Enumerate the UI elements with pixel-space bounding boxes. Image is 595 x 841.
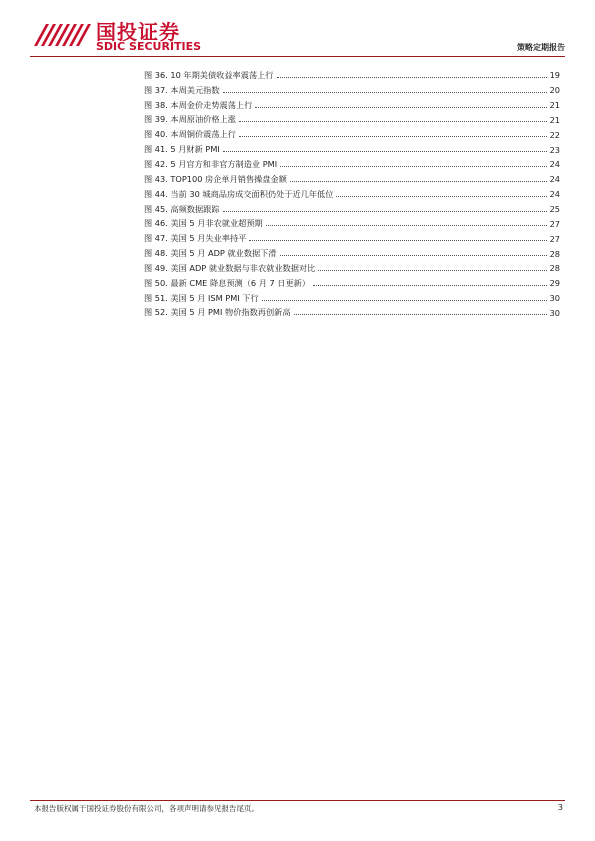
page-header bbox=[0, 0, 595, 60]
toc-dot-leader bbox=[313, 285, 547, 286]
toc-entry-label: 图 52. 美国 5 月 PMI 物价指数再创新高 bbox=[144, 307, 291, 318]
toc-entry-label: 图 46. 美国 5 月非农就业超预期 bbox=[144, 218, 263, 229]
toc-entry-page: 22 bbox=[549, 129, 560, 140]
footer-disclaimer: 本报告版权属于国投证券股份有限公司，各项声明请参见报告尾页。 bbox=[34, 804, 259, 813]
toc-entry-label: 图 45. 高频数据跟踪 bbox=[144, 203, 220, 214]
toc-entry[interactable] bbox=[144, 127, 560, 142]
toc-entry-page: 27 bbox=[549, 233, 560, 244]
toc-entry-page: 25 bbox=[549, 204, 560, 215]
page-number: 3 bbox=[557, 803, 563, 812]
toc-entry-label: 图 40. 本周铜价震荡上行 bbox=[144, 129, 236, 140]
toc-dot-leader bbox=[280, 255, 547, 256]
toc-entry-page: 21 bbox=[549, 114, 560, 125]
toc-entry-label: 图 36. 10 年期美债收益率震荡上行 bbox=[144, 69, 274, 80]
toc-entry[interactable] bbox=[144, 68, 560, 83]
toc-dot-leader bbox=[318, 270, 546, 271]
toc-entry[interactable] bbox=[144, 113, 560, 128]
toc-entry[interactable] bbox=[144, 216, 560, 231]
toc-entry[interactable] bbox=[144, 83, 560, 98]
toc-entry[interactable] bbox=[144, 98, 560, 113]
toc-entry-label: 图 37. 本周美元指数 bbox=[144, 84, 220, 95]
toc-entry[interactable] bbox=[144, 291, 560, 306]
toc-entry-page: 29 bbox=[549, 278, 560, 289]
figure-toc-list bbox=[144, 68, 560, 320]
toc-entry-label: 图 48. 美国 5 月 ADP 就业数据下滑 bbox=[144, 248, 277, 259]
toc-entry-page: 24 bbox=[549, 189, 560, 200]
toc-entry[interactable] bbox=[144, 187, 560, 202]
toc-entry-page: 24 bbox=[549, 159, 560, 170]
toc-entry-page: 20 bbox=[549, 85, 560, 96]
toc-entry-label: 图 43. TOP100 房企单月销售操盘金额 bbox=[144, 173, 287, 184]
toc-dot-leader bbox=[266, 225, 547, 226]
toc-entry-page: 24 bbox=[549, 174, 560, 185]
toc-dot-leader bbox=[255, 107, 546, 108]
company-logo bbox=[32, 16, 212, 54]
toc-dot-leader bbox=[280, 166, 546, 167]
toc-entry-label: 图 49. 美国 ADP 就业数据与非农就业数据对比 bbox=[144, 262, 316, 273]
toc-dot-leader bbox=[262, 300, 547, 301]
toc-entry[interactable] bbox=[144, 172, 560, 187]
toc-dot-leader bbox=[249, 240, 546, 241]
brand-name-en: SDIC SECURITIES bbox=[96, 40, 202, 53]
header-divider bbox=[30, 56, 565, 57]
toc-entry-page: 30 bbox=[549, 307, 560, 318]
toc-dot-leader bbox=[223, 211, 547, 212]
footer-divider bbox=[30, 800, 565, 801]
toc-entry[interactable] bbox=[144, 276, 560, 291]
toc-entry-page: 27 bbox=[549, 218, 560, 229]
logo-stripes-icon bbox=[32, 16, 94, 52]
toc-dot-leader bbox=[277, 77, 547, 78]
toc-entry[interactable] bbox=[144, 142, 560, 157]
toc-entry-label: 图 44. 当前 30 城商品房成交面积仍处于近几年低位 bbox=[144, 188, 334, 199]
toc-entry-page: 19 bbox=[549, 70, 560, 81]
toc-entry-page: 28 bbox=[549, 263, 560, 274]
toc-dot-leader bbox=[336, 196, 546, 197]
toc-entry-label: 图 38. 本周金价走势震荡上行 bbox=[144, 99, 253, 110]
toc-entry[interactable] bbox=[144, 246, 560, 261]
toc-dot-leader bbox=[223, 151, 547, 152]
toc-entry[interactable] bbox=[144, 231, 560, 246]
toc-dot-leader bbox=[239, 136, 547, 137]
toc-entry-page: 21 bbox=[549, 100, 560, 111]
toc-entry-label: 图 42. 5 月官方和非官方制造业 PMI bbox=[144, 158, 278, 169]
brand-name-cn: 国投证券 bbox=[96, 20, 180, 44]
toc-entry-page: 30 bbox=[549, 293, 560, 304]
toc-entry[interactable] bbox=[144, 261, 560, 276]
toc-entry-label: 图 47. 美国 5 月失业率持平 bbox=[144, 233, 247, 244]
toc-dot-leader bbox=[223, 92, 547, 93]
toc-entry-page: 23 bbox=[549, 144, 560, 155]
toc-entry[interactable] bbox=[144, 202, 560, 217]
toc-entry-label: 图 41. 5 月财新 PMI bbox=[144, 144, 220, 155]
toc-entry-label: 图 50. 最新 CME 降息预测（6 月 7 日更新） bbox=[144, 277, 311, 288]
toc-dot-leader bbox=[239, 121, 547, 122]
report-type-label: 策略定期报告 bbox=[517, 43, 565, 52]
toc-entry[interactable] bbox=[144, 157, 560, 172]
toc-entry-page: 28 bbox=[549, 248, 560, 259]
toc-entry[interactable] bbox=[144, 306, 560, 321]
toc-dot-leader bbox=[294, 314, 547, 315]
toc-dot-leader bbox=[290, 181, 547, 182]
toc-entry-label: 图 39. 本周原油价格上涨 bbox=[144, 114, 236, 125]
toc-entry-label: 图 51. 美国 5 月 ISM PMI 下行 bbox=[144, 292, 259, 303]
